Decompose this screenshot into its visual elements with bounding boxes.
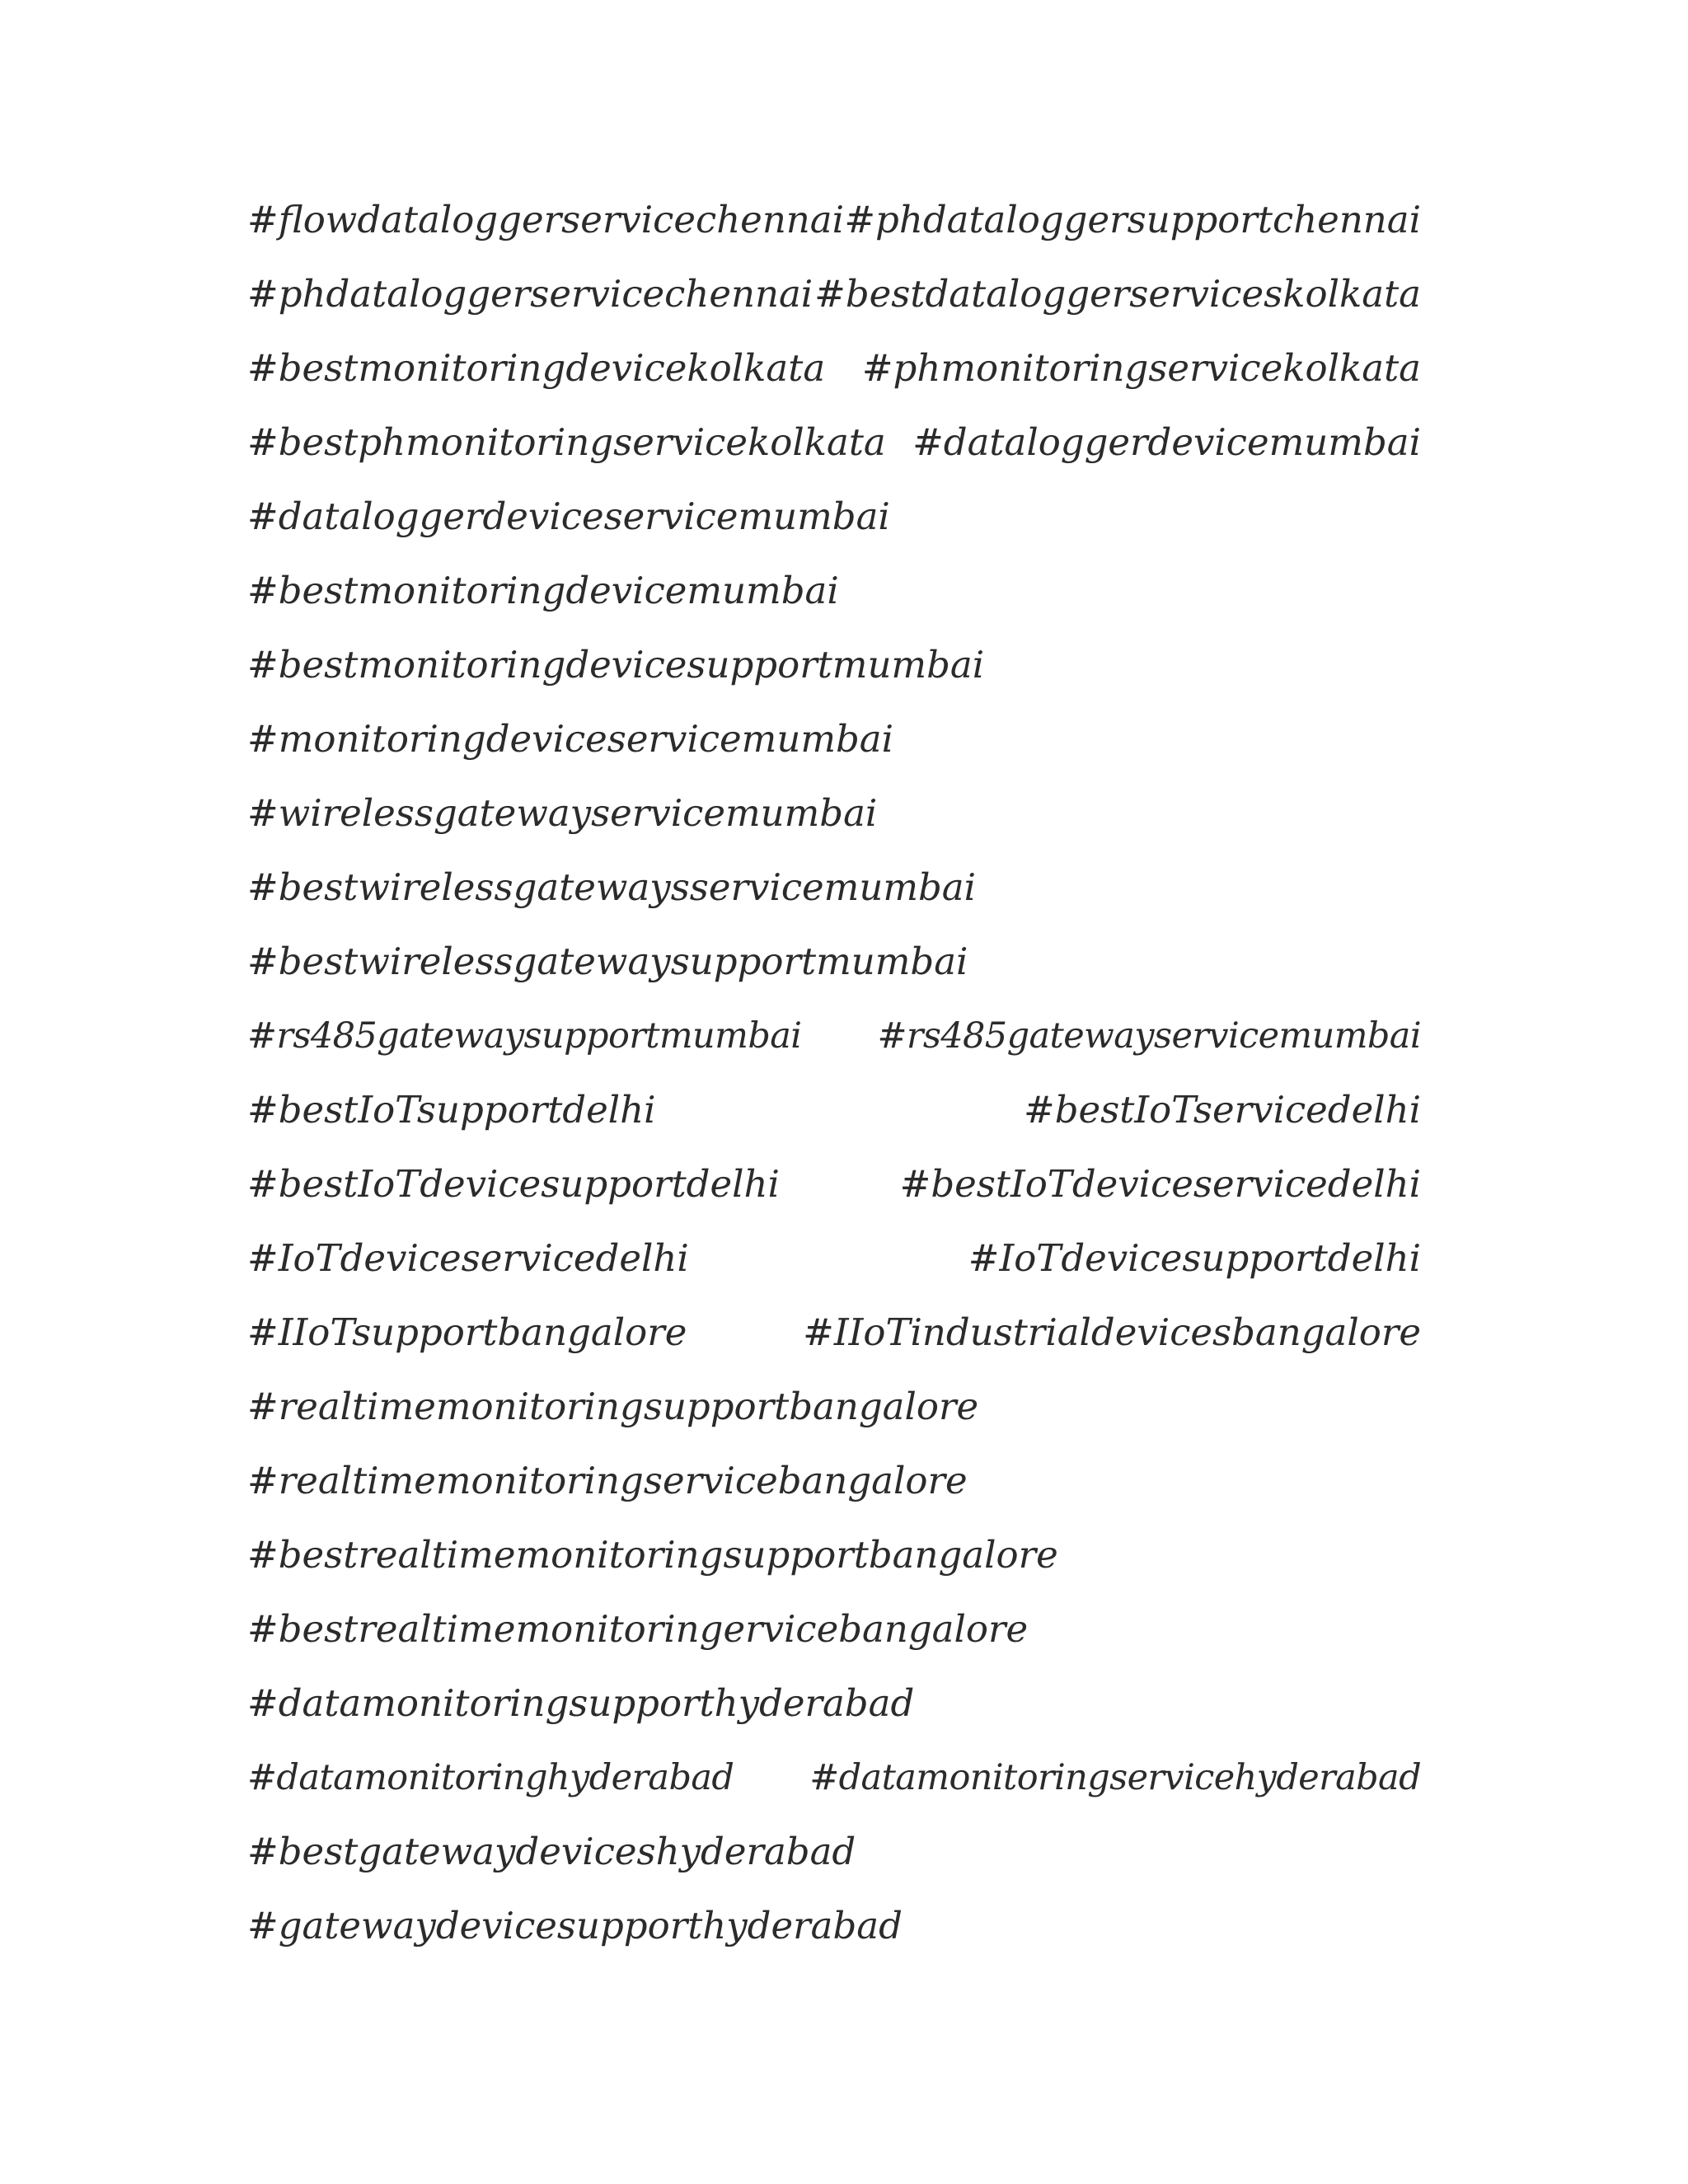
text-line xyxy=(247,925,1421,999)
text-line xyxy=(247,1221,1421,1296)
text-line xyxy=(247,1073,1421,1147)
hashtag: #bestIoTdevicesupportdelhi xyxy=(247,1162,780,1206)
hashtag: #rs485gatewaysupportmumbai xyxy=(247,1015,802,1057)
hashtag: #bestrealtimemonitoringsupportbangalore xyxy=(247,1533,1058,1577)
text-line xyxy=(247,1592,1421,1666)
text-line xyxy=(247,257,1421,331)
hashtag: #bestwirelessgatewaysservicemumbai xyxy=(247,865,977,909)
hashtag: #bestmonitoringdevicesupportmumbai xyxy=(247,643,985,687)
text-line xyxy=(247,1889,1421,1963)
hashtag: #bestIoTdeviceservicedelhi xyxy=(899,1162,1421,1206)
text-line xyxy=(247,1296,1421,1370)
hashtag: #flowdataloggerservicechennai xyxy=(247,198,844,241)
text-line xyxy=(247,1815,1421,1889)
text-line xyxy=(247,776,1421,851)
hashtag: #dataloggerdevicemumbai xyxy=(912,420,1421,464)
text-line xyxy=(247,554,1421,628)
hashtag: #bestIoTsupportdelhi xyxy=(247,1088,656,1132)
hashtag: #bestmonitoringdevicekolkata xyxy=(247,346,826,390)
text-line xyxy=(247,999,1421,1073)
hashtag: #wirelessgatewayservicemumbai xyxy=(247,791,878,835)
hashtag: #bestwirelessgatewaysupportmumbai xyxy=(247,940,968,983)
hashtag-text-block xyxy=(247,183,1421,1963)
hashtag: #bestIoTservicedelhi xyxy=(1023,1088,1421,1132)
hashtag: #bestmonitoringdevicemumbai xyxy=(247,569,839,612)
text-line xyxy=(247,1370,1421,1444)
hashtag: #phdataloggerservicechennai xyxy=(247,272,814,316)
text-line xyxy=(247,183,1421,257)
text-line xyxy=(247,331,1421,405)
hashtag: #datamonitoringhyderabad xyxy=(247,1757,734,1798)
hashtag: #bestgatewaydeviceshyderabad xyxy=(247,1830,856,1873)
text-line xyxy=(247,1444,1421,1518)
hashtag: #realtimemonitoringservicebangalore xyxy=(247,1459,968,1502)
text-line xyxy=(247,851,1421,925)
text-line xyxy=(247,628,1421,702)
text-line xyxy=(247,1741,1421,1815)
text-line xyxy=(247,702,1421,776)
text-line xyxy=(247,1666,1421,1741)
text-line xyxy=(247,480,1421,554)
hashtag: #IoTdeviceservicedelhi xyxy=(247,1236,689,1280)
hashtag: #IoTdevicesupportdelhi xyxy=(968,1236,1421,1280)
hashtag: #IIoTsupportbangalore xyxy=(247,1310,687,1354)
hashtag: #monitoringdeviceservicemumbai xyxy=(247,717,894,761)
hashtag: #bestrealtimemonitoringervicebangalore xyxy=(247,1607,1029,1651)
text-line xyxy=(247,1147,1421,1221)
hashtag: #rs485gatewayservicemumbai xyxy=(877,1015,1421,1057)
hashtag: #dataloggerdeviceservicemumbai xyxy=(247,494,890,538)
hashtag: #IIoTindustrialdevicesbangalore xyxy=(803,1310,1421,1354)
text-line xyxy=(247,405,1421,480)
text-line xyxy=(247,1518,1421,1592)
hashtag: #phmonitoringservicekolkata xyxy=(861,346,1421,390)
hashtag: #realtimemonitoringsupportbangalore xyxy=(247,1385,979,1428)
hashtag: #bestdataloggerserviceskolkata xyxy=(814,272,1421,316)
hashtag: #gatewaydevicesupporthyderabad xyxy=(247,1904,903,1947)
hashtag: #bestphmonitoringservicekolkata xyxy=(247,420,886,464)
hashtag: #datamonitoringsupporthyderabad xyxy=(247,1681,915,1725)
hashtag: #phdataloggersupportchennai xyxy=(844,198,1421,241)
hashtag: #datamonitoringservicehyderabad xyxy=(809,1757,1421,1798)
